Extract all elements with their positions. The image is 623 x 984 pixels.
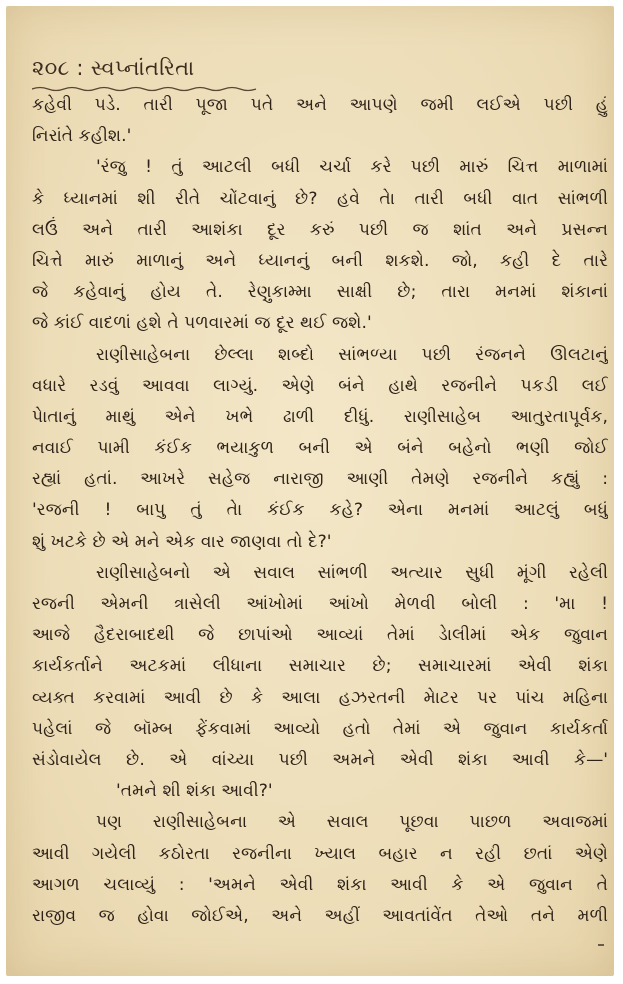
text-line: કે ધ્યાનમાં શી રીતે ચોંટવાનું છે? હવે તેા તારી બધી વાત સાંભળી — [32, 188, 608, 209]
text-line: 'રજની ! બાપુ તું તેા કંઈક કહે? એના મનમાં આટલું બધું — [32, 500, 608, 521]
body-text — [32, 90, 608, 932]
margin-mark — [598, 944, 604, 946]
text-line: વ્યક્ત કરવામાં આવી છે કે આલા હઝરતની મેાટર પર પાંચ મહિના — [32, 687, 608, 708]
text-line: રાજીવ જ હોવા જોઈએ, અને અહીં આવતાંવેંત તેઓ તને મળી — [32, 905, 608, 926]
text-line: પેાતાનું માથું એને ખભે ઢાળી દીધું. રાણીસાહેબ આતુરતાપૂર્વક, — [32, 406, 608, 427]
running-header — [32, 56, 195, 81]
book-page — [6, 6, 614, 976]
text-line: કાર્યકર્તાને અટકમાં લીધાના સમાચાર છે; સમાચારમાં એવી શંકા — [32, 656, 608, 677]
text-line: લઉં અને તારી આશંકા દૂર કરું પછી જ શાંત અને પ્રસન્ન — [32, 219, 608, 240]
text-line: પહેલાં જે બૉમ્બ ફેંકવામાં આવ્યો હતો તેમાં એ જુવાન કાર્યકર્તા — [32, 718, 608, 739]
text-line: જે કાંઈ વાદળાં હશે તે પળવારમાં જ દૂર થઈ જશે.' — [32, 313, 372, 334]
header-separator: : — [76, 56, 84, 80]
text-line: શું ખટકે છે એ મને એક વાર જાણવા તો દે?' — [32, 531, 332, 552]
text-line: જે કહેવાનું હોય તે. રેણુકામ્મા સાક્ષી છે; તારા મનમાં શંકાનાં — [32, 282, 608, 303]
text-line: પણ રાણીસાહેબના એ સવાલ પૂછવા પાછળ અવાજમાં — [96, 812, 608, 833]
book-title: સ્વપ્નાંતરિતા — [90, 56, 195, 80]
text-line: ચિત્તે મારું માળાનું અને ધ્યાનનું બની શકશે. જો, કહી દે તારે — [32, 250, 608, 271]
text-line: આજે હૈદરાબાદથી જે છાપાંઓ આવ્યાં તેમાં ડેાલીમાં એક જુવાન — [32, 625, 608, 646]
text-line: આવી ગયેલી કઠોરતા રજનીના ખ્યાલ બહાર ન રહી છતાં એણે — [32, 843, 608, 864]
text-line: રાણીસાહેબના છેલ્લા શબ્દો સાંભળ્યા પછી રંજનને ઊલટાનું — [96, 344, 608, 365]
text-line: રજની એમની ત્રાસેલી આંખોમાં આંખો મેળવી બોલી : 'મા ! — [32, 594, 608, 614]
page-number: ૨૦૮ — [32, 56, 70, 80]
text-line: નવાઈ પામી કંઈક ભયાકુળ બની એ બંને બહેનો ભણી જોઈ — [32, 438, 608, 459]
text-line: વધારે રડવું આવવા લાગ્યું. એણે બંને હાથે રજનીને પકડી લઈ — [32, 375, 608, 396]
text-line: કહેવી પડે. તારી પૂજા પતે અને આપણે જમી લઈએ પછી હું — [32, 95, 608, 115]
text-line: રહ્યાં હતાં. આખરે સહેજ નારાજી આણી તેમણે રજનીને કહ્યું : — [32, 469, 608, 490]
text-line: રાણીસાહેબનો એ સવાલ સાંભળી અત્યાર સુધી મૂંગી રહેલી — [96, 562, 608, 583]
text-line: સંડોવાયેલ છે. એ વાંચ્યા પછી અમને એવી શંકા આવી કે—' — [32, 749, 608, 770]
text-line: 'રંજુ ! તું આટલી બધી ચર્ચા કરે પછી મારું ચિત્ત માળામાં — [96, 157, 608, 178]
text-line: આગળ ચલાવ્યું : 'અમને એવી શંકા આવી કે એ જુવાન તે — [32, 874, 608, 895]
text-line: નિરાંતે કહીશ.' — [32, 126, 132, 147]
text-line: 'તમને શી શંકા આવી?' — [116, 781, 273, 802]
